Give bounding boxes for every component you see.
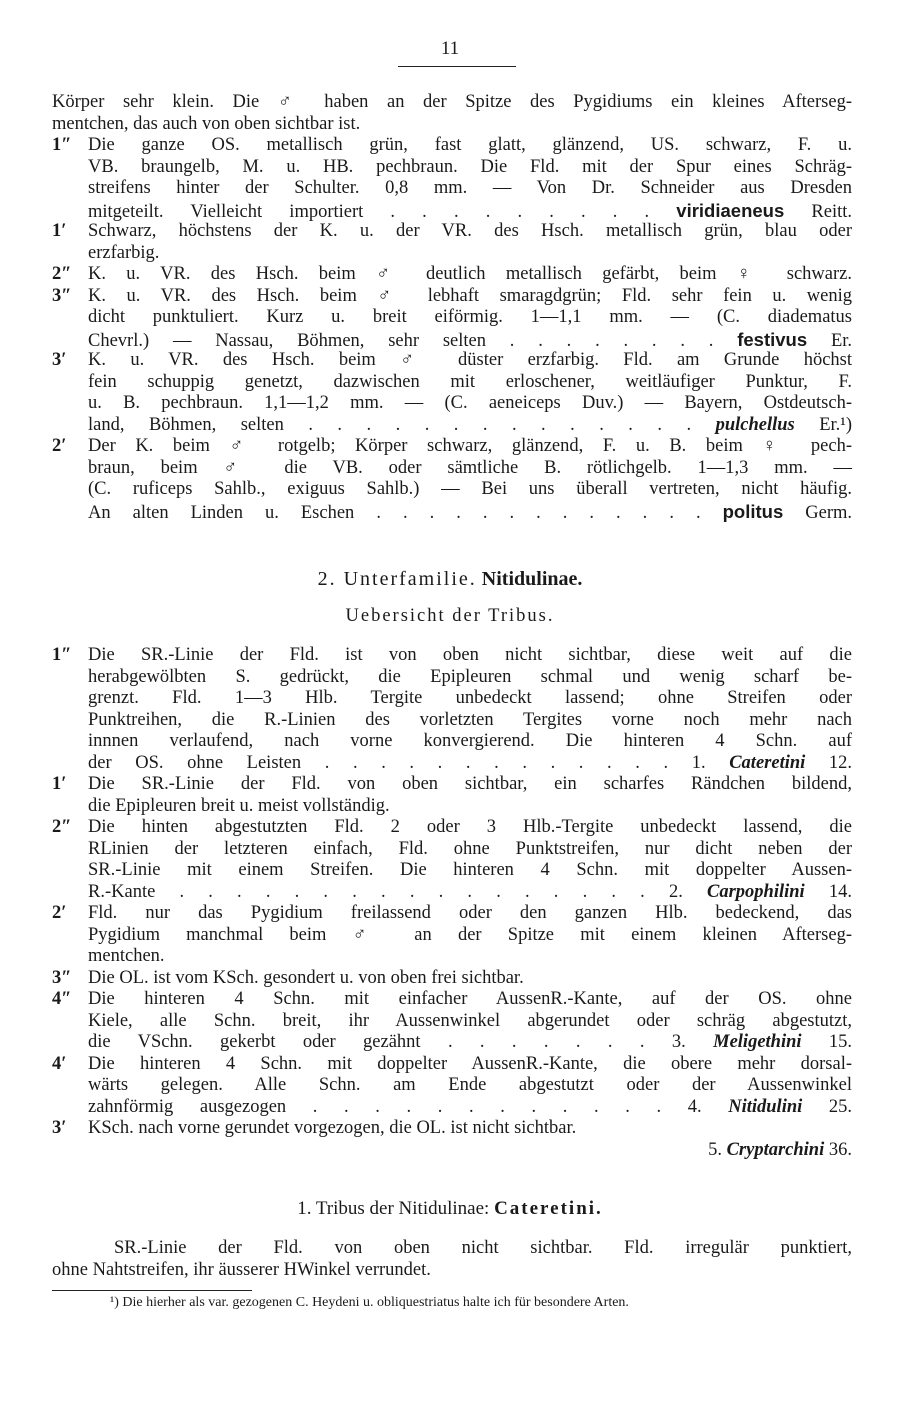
- tribe-page: 15.: [828, 1032, 853, 1052]
- key-text: erzfarbig.: [88, 242, 160, 263]
- key-text: Die hinteren 4 Schn. mit einfacher AussenR.-Kante, auf der OS. ohne: [88, 989, 852, 1009]
- tribus-key: [52, 645, 852, 1161]
- key-entry: [52, 989, 852, 1054]
- key-label: 4″: [52, 989, 72, 1009]
- key-entry: [52, 135, 852, 221]
- key-entry: [52, 817, 852, 903]
- key-text: VB. braungelb, M. u. HB. pechbraun. Die Fld. mit der Spur eines Schräg-: [88, 156, 852, 177]
- key-label: 2″: [52, 264, 72, 284]
- key-text: Punktreihen, die R.-Linien des vorletzten Tergites vorne noch mehr nach: [88, 709, 852, 730]
- key-label: 3″: [52, 967, 72, 988]
- subfamily-name: Nitidulinae.: [481, 568, 583, 590]
- key-entry: [52, 968, 852, 990]
- key-entry: [52, 350, 852, 436]
- species-author: Germ.: [805, 502, 853, 523]
- key-entry: [52, 1054, 852, 1119]
- key-label: 4′: [52, 1053, 67, 1074]
- page-number: 11: [440, 38, 460, 59]
- tribe-name: Carpophilini: [707, 881, 805, 902]
- key-entry: [52, 436, 852, 522]
- tribus-heading: [0, 1198, 900, 1220]
- tribus-overview-heading: Uebersicht der Tribus.: [345, 606, 555, 626]
- tribe-name: Cryptarchini: [726, 1139, 825, 1160]
- key-label: 3″: [52, 285, 72, 306]
- key-text: fein schuppig genetzt, dazwischen mit erloschener, weitläufiger Punktur, F.: [88, 371, 852, 392]
- tribe-page: 36.: [828, 1139, 852, 1160]
- key-entry: [52, 286, 852, 351]
- footnote: ¹) Die hierher als var. gezogenen C. Heydeni u. obliquestriatus halte ich für besondere Arten.: [110, 1295, 629, 1310]
- tribe-page: 25.: [828, 1096, 853, 1117]
- key-entry: [52, 903, 852, 968]
- key-text: streifens hinter der Schulter. 0,8 mm. — Von Dr. Schneider aus Dresden: [88, 178, 852, 198]
- species-name: viridiaeneus: [676, 199, 785, 221]
- key-text: RLinien der letzteren einfach, Fld. ohne Punktstreifen, nur dicht neben der: [88, 838, 852, 859]
- key-text: Die OL. ist vom KSch. gesondert u. von oben frei sichtbar.: [88, 967, 524, 988]
- key-text: herabgewölbten S. gedrückt, die Epipleuren schmal und wenig scharf be-: [88, 666, 852, 687]
- key-text: K. u. VR. des Hsch. beim ♂ deutlich metallisch gefärbt, beim ♀ schwarz.: [88, 264, 852, 284]
- tribe-name: Meligethini: [713, 1032, 802, 1052]
- key-intro-line-1: Körper sehr klein. Die ♂ haben an der Spitze des Pygidiums ein kleines Afterseg-: [52, 92, 852, 112]
- key-text: 5.: [708, 1139, 722, 1160]
- description-line-2: ohne Nahtstreifen, ihr äusserer HWinkel verrundet.: [52, 1259, 431, 1280]
- key-entry: [52, 774, 852, 817]
- tribus-heading-name: Cateretini.: [494, 1198, 603, 1219]
- tribus-description: [52, 1238, 852, 1281]
- tribus-heading-prefix: 1. Tribus der Nitidulinae:: [297, 1198, 490, 1219]
- key-text: Die SR.-Linie der Fld. von oben sichtbar, ein scharfes Rändchen bildend,: [88, 774, 852, 794]
- key-entry: [52, 645, 852, 774]
- description-line-1: SR.-Linie der Fld. von oben nicht sichtbar. Fld. irregulär punktiert,: [114, 1238, 852, 1258]
- footnote-rule: [52, 1290, 252, 1291]
- species-author: Er.: [830, 330, 853, 351]
- key-text: R.-Kante . . . . . . . . . . . . . . . . . 2.: [88, 881, 683, 902]
- key-text: Die hinteren 4 Schn. mit doppelter AussenR.-Kante, die obere mehr dorsal-: [88, 1053, 852, 1074]
- key-text: Kiele, alle Schn. breit, ihr Aussenwinkel abgerundet oder schräg abgestutzt,: [88, 1010, 852, 1031]
- key-label: 2′: [52, 903, 67, 923]
- key-text: mitgeteilt. Vielleicht importiert . . . . . . . . .: [88, 201, 650, 222]
- species-key: [52, 92, 852, 522]
- species-name: pulchellus: [715, 414, 795, 435]
- key-text: der OS. ohne Leisten . . . . . . . . . . . . . 1.: [88, 752, 706, 773]
- key-text: Chevrl.) — Nassau, Böhmen, sehr selten . . . . . . . .: [88, 330, 714, 351]
- key-intro-line-2: mentchen, das auch von oben sichtbar ist.: [52, 113, 361, 134]
- tribe-page: 14.: [828, 881, 852, 902]
- key-text: mentchen.: [88, 946, 165, 966]
- key-text: Der K. beim ♂ rotgelb; Körper schwarz, glänzend, F. u. B. beim ♀ pech-: [88, 436, 852, 456]
- key-text: K. u. VR. des Hsch. beim ♂ düster erzfarbig. Fld. am Grunde höchst: [88, 350, 852, 370]
- key-text: K. u. VR. des Hsch. beim ♂ lebhaft smaragdgrün; Fld. sehr fein u. wenig: [88, 285, 852, 306]
- key-text: die VSchn. gekerbt oder gezähnt . . . . . . . 3.: [88, 1032, 686, 1052]
- header-rule: [398, 66, 516, 67]
- key-label: 2′: [52, 436, 67, 456]
- tribe-page: 12.: [828, 752, 853, 773]
- key-text: Pygidium manchmal beim ♂ an der Spitze mit einem kleinen Afterseg-: [88, 924, 852, 945]
- subfamily-prefix: 2. Unterfamilie.: [317, 568, 477, 590]
- tribe-name: Cateretini: [729, 752, 806, 773]
- subfamily-heading: [0, 568, 900, 591]
- key-text: SR.-Linie mit einem Streifen. Die hinteren 4 Schn. mit doppelter Aussen-: [88, 860, 852, 880]
- key-text: dicht punktuliert. Kurz u. breit eiförmig. 1—1,1 mm. — (C. diadematus: [88, 307, 852, 327]
- key-text: KSch. nach vorne gerundet vorgezogen, die OL. ist nicht sichtbar.: [88, 1118, 577, 1138]
- key-text: innnen verlaufend, nach vorne konvergierend. Die hinteren 4 Schn. auf: [88, 731, 852, 751]
- species-name: politus: [722, 500, 784, 522]
- key-label: 1″: [52, 135, 72, 155]
- key-text: grenzt. Fld. 1—3 Hlb. Tergite unbedeckt lassend; ohne Streifen oder: [88, 688, 852, 708]
- key-label: 1′: [52, 221, 67, 241]
- key-entry: [52, 1118, 852, 1161]
- key-text: An alten Linden u. Eschen . . . . . . . . . . . . .: [88, 502, 701, 523]
- key-entry: [52, 264, 852, 286]
- key-text: Die ganze OS. metallisch grün, fast glatt, glänzend, US. schwarz, F. u.: [88, 135, 852, 155]
- tribe-name: Nitidulini: [728, 1096, 803, 1117]
- key-text: Die hinten abgestutzten Fld. 2 oder 3 Hlb.-Tergite unbedeckt lassend, die: [88, 817, 852, 837]
- key-text: wärts gelegen. Alle Schn. am Ende abgestutzt oder der Aussenwinkel: [88, 1075, 852, 1095]
- key-text: zahnförmig ausgezogen . . . . . . . . . . . . 4.: [88, 1096, 702, 1117]
- key-text: Schwarz, höchstens der K. u. der VR. des Hsch. metallisch grün, blau oder: [88, 221, 852, 241]
- species-author: Reitt.: [811, 201, 852, 222]
- key-label: 1′: [52, 774, 67, 794]
- key-text: (C. ruficeps Sahlb., exiguus Sahlb.) — Bei uns überall vertreten, nicht häufig.: [88, 479, 852, 499]
- key-label: 3′: [52, 350, 67, 370]
- key-entry: [52, 221, 852, 264]
- key-label: 1″: [52, 645, 72, 665]
- key-text: Die SR.-Linie der Fld. ist von oben nicht sichtbar, diese weit auf die: [88, 645, 852, 665]
- key-label: 3′: [52, 1118, 67, 1138]
- key-text: land, Böhmen, selten . . . . . . . . . . . . . .: [88, 414, 692, 435]
- species-name: festivus: [737, 328, 808, 350]
- key-label: 2″: [52, 817, 72, 837]
- key-text: u. B. pechbraun. 1,1—1,2 mm. — (C. aeneiceps Duv.) — Bayern, Ostdeutsch-: [88, 393, 852, 413]
- key-text: braun, beim ♂ die VB. oder sämtliche B. rötlichgelb. 1—1,3 mm. —: [88, 457, 852, 478]
- key-text: die Epipleuren breit u. meist vollständig.: [88, 795, 390, 816]
- species-author: Er.¹): [819, 414, 853, 435]
- key-text: Fld. nur das Pygidium freilassend oder den ganzen Hlb. bedeckend, das: [88, 903, 852, 923]
